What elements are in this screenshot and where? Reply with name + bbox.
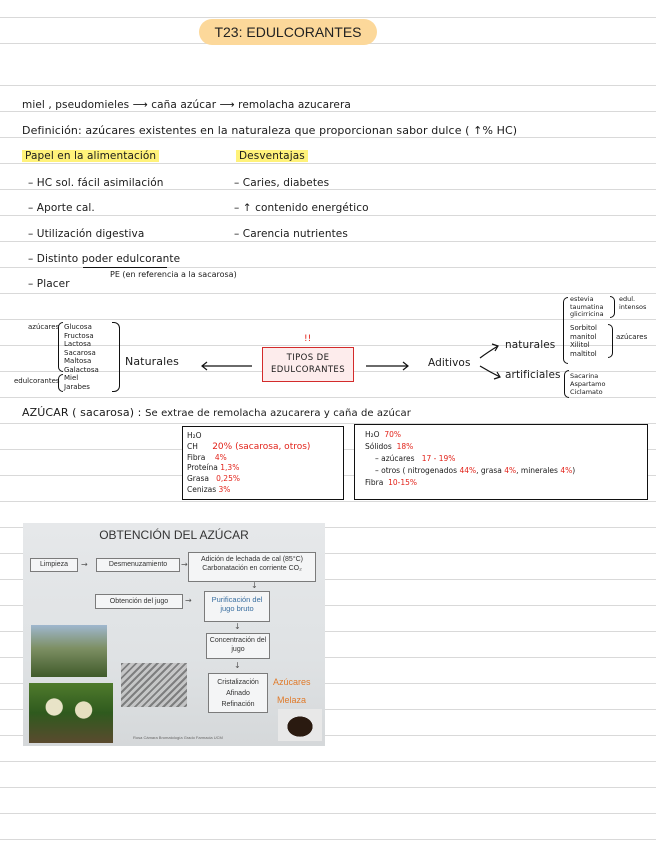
azucar-heading: AZÚCAR ( sacarosa) : Se extrae de remolacha azucarera y caña de azúcar — [22, 406, 411, 419]
edulcorantes-list: Miel Jarabes — [64, 374, 90, 391]
polioles-label: azúcares — [616, 333, 648, 341]
brace — [608, 324, 613, 358]
step-adicion: Adición de lechada de cal (85°C) Carbonatación en corriente CO₂ — [188, 552, 316, 582]
papel-item: – Utilización digestiva — [28, 228, 145, 240]
comp-row: H₂O — [187, 431, 202, 440]
page-title: T23: EDULCORANTES — [199, 19, 377, 45]
intensos-list: estevia taumatina glicirricina — [570, 295, 604, 318]
exclamation-mark: !! — [304, 334, 312, 344]
sweetener-sources-line: miel , pseudomieles ⟶ caña azúcar ⟶ remolacha azucarera — [22, 99, 351, 111]
aditivos-naturales-label: naturales — [505, 339, 556, 351]
aditivos-label: Aditivos — [428, 357, 471, 369]
polioles-list: Sorbitol manitol Xilitol maltitol — [570, 324, 597, 358]
azucares-list: Glucosa Fructosa Lactosa Sacarosa Maltosa Galactosa — [64, 323, 99, 374]
brace — [563, 297, 568, 364]
papel-heading: Papel en la alimentación — [22, 150, 159, 162]
desventaja-item: – ↑ contenido energético — [234, 202, 369, 214]
beet-photo — [29, 683, 113, 743]
step-limpieza: Limpieza — [30, 558, 78, 572]
arrow-down-icon: ↓ — [234, 622, 241, 631]
desventajas-heading: Desventajas — [236, 150, 308, 162]
arrow-down-icon: ↓ — [234, 661, 241, 670]
papel-item: – Distinto poder edulcorante — [28, 253, 181, 265]
remolacha-composition-box: H₂O 70% Sólidos 18% – azúcares 17 - 19% – otros ( nitrogenados 44%, grasa 4%, minerales 4%) Fibra 10-15% — [354, 424, 648, 500]
pe-note: PE (en referencia a la sacarosa) — [110, 270, 237, 279]
step-concentracion: Concentración del jugo — [206, 633, 270, 659]
step-purificacion: Purificación del jugo bruto — [204, 591, 270, 622]
edul-intensos-label: edul. intensos — [619, 295, 647, 311]
cana-composition-box — [182, 426, 344, 500]
sugarcane-photo — [31, 625, 107, 677]
machine-photo — [121, 663, 187, 707]
papel-item: – Placer — [28, 278, 70, 290]
brace — [610, 296, 615, 318]
papel-item: – HC sol. fácil asimilación — [28, 177, 164, 189]
product-azucares: Azúcares — [273, 677, 311, 687]
arrow-right-icon: → — [181, 560, 188, 569]
aditivos-artificiales-label: artificiales — [505, 369, 561, 381]
papel-item: – Aporte cal. — [28, 202, 95, 214]
desventaja-item: – Carencia nutrientes — [234, 228, 348, 240]
comp-row: Fibra 4% — [187, 452, 227, 462]
step-cristalizacion: Cristalización Afinado Refinación — [208, 673, 268, 713]
azucares-group-label: azúcares — [28, 323, 60, 331]
step-obtencion: Obtención del jugo — [95, 594, 183, 609]
desventaja-item: – Caries, diabetes — [234, 177, 330, 189]
arrow-down-icon: ↓ — [251, 581, 258, 590]
tipos-edulcorantes-box: TIPOS DE EDULCORANTES — [262, 347, 354, 382]
slide-title: OBTENCIÓN DEL AZÚCAR — [99, 528, 249, 542]
comp-row: CH 20% (sacarosa, otros) — [187, 441, 311, 452]
artificiales-list: Sacarina Aspartamo Ciclamato — [570, 372, 606, 396]
arrow-right-icon: → — [185, 596, 192, 605]
brace — [564, 370, 569, 398]
arrow-right-icon: → — [81, 560, 88, 569]
comp-row: Cenizas 3% — [187, 484, 231, 494]
molasses-photo — [278, 709, 322, 741]
definition: Definición: azúcares existentes en la naturaleza que proporcionan sabor dulce ( ↑% HC) — [22, 124, 518, 137]
comp-row: Proteína 1,3% — [187, 463, 240, 473]
comp-row: Grasa 0,25% — [187, 474, 240, 484]
edulcorantes-group-label: edulcorantes — [14, 377, 60, 385]
obtencion-azucar-slide — [23, 523, 325, 746]
step-desmenuzamiento: Desmenuzamiento — [96, 558, 180, 572]
naturales-label: Naturales — [125, 355, 179, 368]
slide-credit: Rosa Cámara Bromatología Grado Farmacia UCM — [133, 735, 223, 740]
product-melaza: Melaza — [277, 695, 307, 705]
